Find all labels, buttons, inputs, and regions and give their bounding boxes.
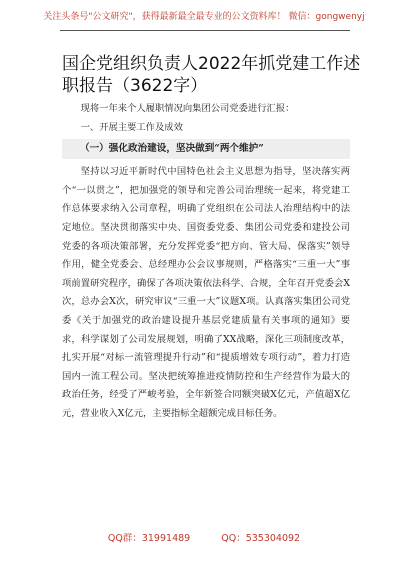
body-paragraph: 坚持以习近平新时代中国特色社会主义思想为指导，坚决落实两个“一以贯之”，把加强党的领导和完善公司治理统一起来，将党建工作总体要求纳入公司章程，明确了党组织在公司法人治理结构中的法定地位。坚决贯彻落实中央、国资委党委、集团公司党委和建投公司党委的各项决策部署，充分发挥党委“把方向、管大局、保落实”领导作用，健全党委会、总经理办公会议事规则，严格落实“三重一大”事项前置研究程序，确保了各项决策依法科学、合规，全年召开党委会X次，总办会X次，研究审议“三重一大”议题X项。认真落实集团公司党委《关于加强党的政治建设提升基层党建质量有关事项的通知》要求，科学谋划了公司发展规划，明确了XX战略，深化三项制度改革，扎实开展“对标一流管理提升行动”和“提质增效专项行动”，着力打造国内一流工程公司。坚决把统筹推进疫情防控和生产经营作为最大的政治任务，经受了严峻考验，全年新签合同额突破X亿元，产值超X亿元，营业收入X亿元，主要指标全超额完成目标任务。 <box>62 166 350 419</box>
header-divider <box>60 30 350 31</box>
qq-contact-text: QQ：535304092 <box>221 533 301 544</box>
document-title: 国企党组织负责人2022年抓党建工作述职报告（3622字） <box>62 54 361 96</box>
document-body <box>62 100 350 424</box>
subsection-heading: （一）强化政治建设，坚决做到“两个维护” <box>62 139 350 159</box>
qq-group-text: QQ群：31991489 <box>107 533 191 544</box>
top-banner: 关注头条号"公文研究"，获得最新最全最专业的公文资料库！ 微信：gongwenyj <box>43 12 365 22</box>
section-heading: 一、开展主要工作及成效 <box>80 121 183 133</box>
footer-contact <box>0 530 408 544</box>
intro-paragraph: 现将一年来个人履职情况向集团公司党委进行汇报： <box>80 103 295 114</box>
